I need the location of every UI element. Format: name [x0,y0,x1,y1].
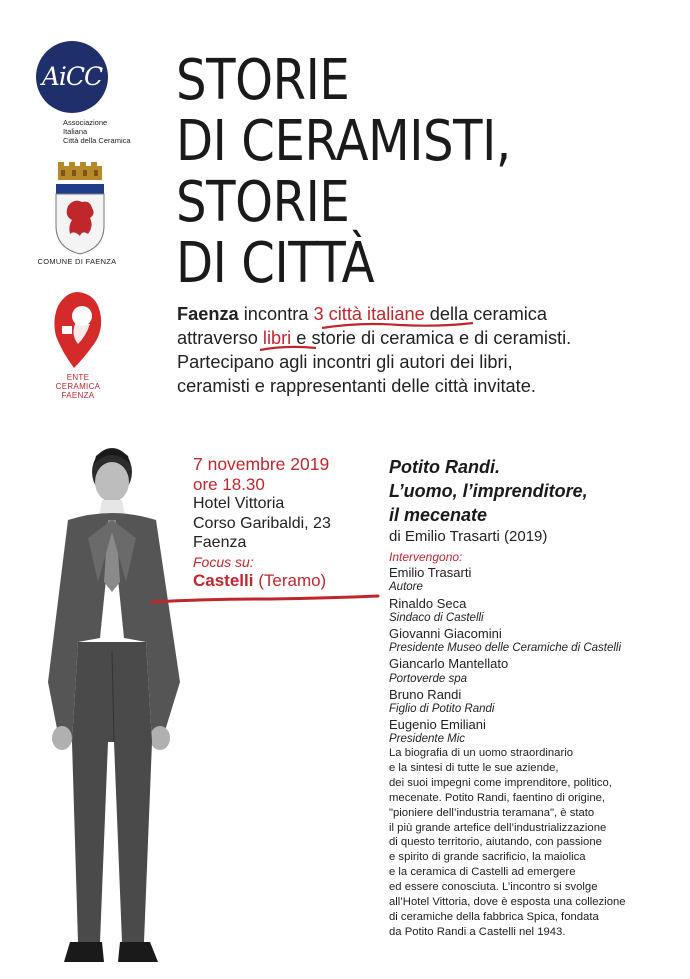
intro-bold-city: Faenza [177,304,239,324]
intro-line-3: Partecipano agli incontri gli autori dei libri, [177,352,513,372]
book-section [389,455,679,748]
event-venue: Hotel Vittoria [193,495,285,512]
ente-ceramica-logo-icon [50,290,106,372]
title-line: DI CERAMISTI, [176,109,511,174]
speaker-role: Presidente Museo delle Ceramiche di Castelli [389,642,622,655]
event-details [193,455,393,590]
speaker-name: Emilio Trasarti [389,565,472,581]
bio-line: La biografia di un uomo straordinario [389,747,573,759]
event-date: 7 novembre 2019 [193,454,330,474]
intro-highlight-cities: 3 città italiane [313,304,425,324]
book-author: di Emilio Trasarti (2019) [389,528,548,545]
aicc-caption-line: Associazione [63,118,108,127]
portrait-man-illustration [28,442,196,972]
aicc-caption [63,118,131,145]
book-title [389,455,679,527]
bio-line: il più grande artefice dell’industrializzazione [389,821,607,834]
page-title [176,50,606,294]
speaker-role: Sindaco di Castelli [389,611,484,624]
intro-highlight-books: libri [262,328,292,348]
focus-place [193,571,393,591]
speakers-list [389,550,679,748]
event-address: Corso Garibaldi, 23 [193,514,331,532]
title-line: STORIE [176,48,350,113]
focus-province: (Teramo) [253,570,327,590]
intro-paragraph [177,302,672,398]
intro-text: della ceramica [424,304,548,324]
speaker-name: Rinaldo Seca [389,595,467,611]
ente-caption-line: CERAMICA [55,382,101,391]
bio-line: da Potito Randi a Castelli nel 1943. [389,925,566,938]
intro-text: incontra [238,304,314,324]
aicc-caption-line: Città della Ceramica [63,136,131,145]
bio-line: e la ceramica di Castelli ad emergere [389,866,576,879]
book-title-line: L’uomo, l’imprenditore, [389,481,588,501]
speaker-role: Presidente Mic [389,733,466,746]
bio-line: "pioniere dell’industria teramana", è stato [389,806,595,819]
speaker-role: Portoverde spa [389,672,467,685]
bio-line: di questo territorio, aiutando, con passione [389,836,602,849]
speaker-role: Autore [389,581,423,594]
speaker-name: Eugenio Emiliani [389,717,486,733]
intro-text: e storie di ceramica e di ceramisti. [291,328,572,348]
bio-line: e la sintesi di tutte le sue aziende, [389,761,559,774]
underline-books-stroke [258,341,318,355]
bio-line: dei suoi impegni come imprenditore, politico, [389,776,612,789]
book-title-line: Potito Randi. [389,457,500,477]
underline-cities-stroke [320,318,475,332]
intro-text: attraverso [177,328,263,348]
ente-caption-line: FAENZA [61,391,95,400]
book-title-line: il mecenate [389,505,488,525]
comune-caption: COMUNE DI FAENZA [37,257,117,266]
title-line: DI CITTÀ [176,231,375,296]
title-line: STORIE [176,170,350,235]
event-city: Faenza [193,534,247,551]
speaker-role: Figlio di Potito Randi [389,703,495,716]
ente-caption [40,373,116,400]
speaker-name: Bruno Randi [389,686,462,702]
ente-caption-line: ENTE [66,373,90,382]
aicc-logo: AiCC [36,41,108,113]
bio-line: e spirito di grande sacrificio, la maiolica [389,851,586,864]
focus-label: Focus su: [193,553,254,570]
speaker-name: Giancarlo Mantellato [389,656,509,672]
bio-line: di ceramiche della fabbrica Spica, fondata [389,910,599,923]
intro-line-4: ceramisti e rappresentanti delle città invitate. [177,376,536,396]
bio-line: all’Hotel Vittoria, dove è esposta una collezione [389,896,626,909]
faenza-crest-icon [52,160,108,256]
focus-city: Castelli [193,570,254,590]
bio-paragraph [389,746,679,940]
speakers-label: Intervengono: [389,550,463,564]
aicc-caption-line: Italiana [63,127,88,136]
bio-line: mecenate. Potito Randi, faentino di origine, [389,791,606,804]
speaker-name: Giovanni Giacomini [389,626,502,642]
event-time: ore 18.30 [193,474,265,494]
red-brush-stroke [150,593,380,607]
bio-line: ed essere conosciuta. L’incontro si svolge [389,881,598,894]
